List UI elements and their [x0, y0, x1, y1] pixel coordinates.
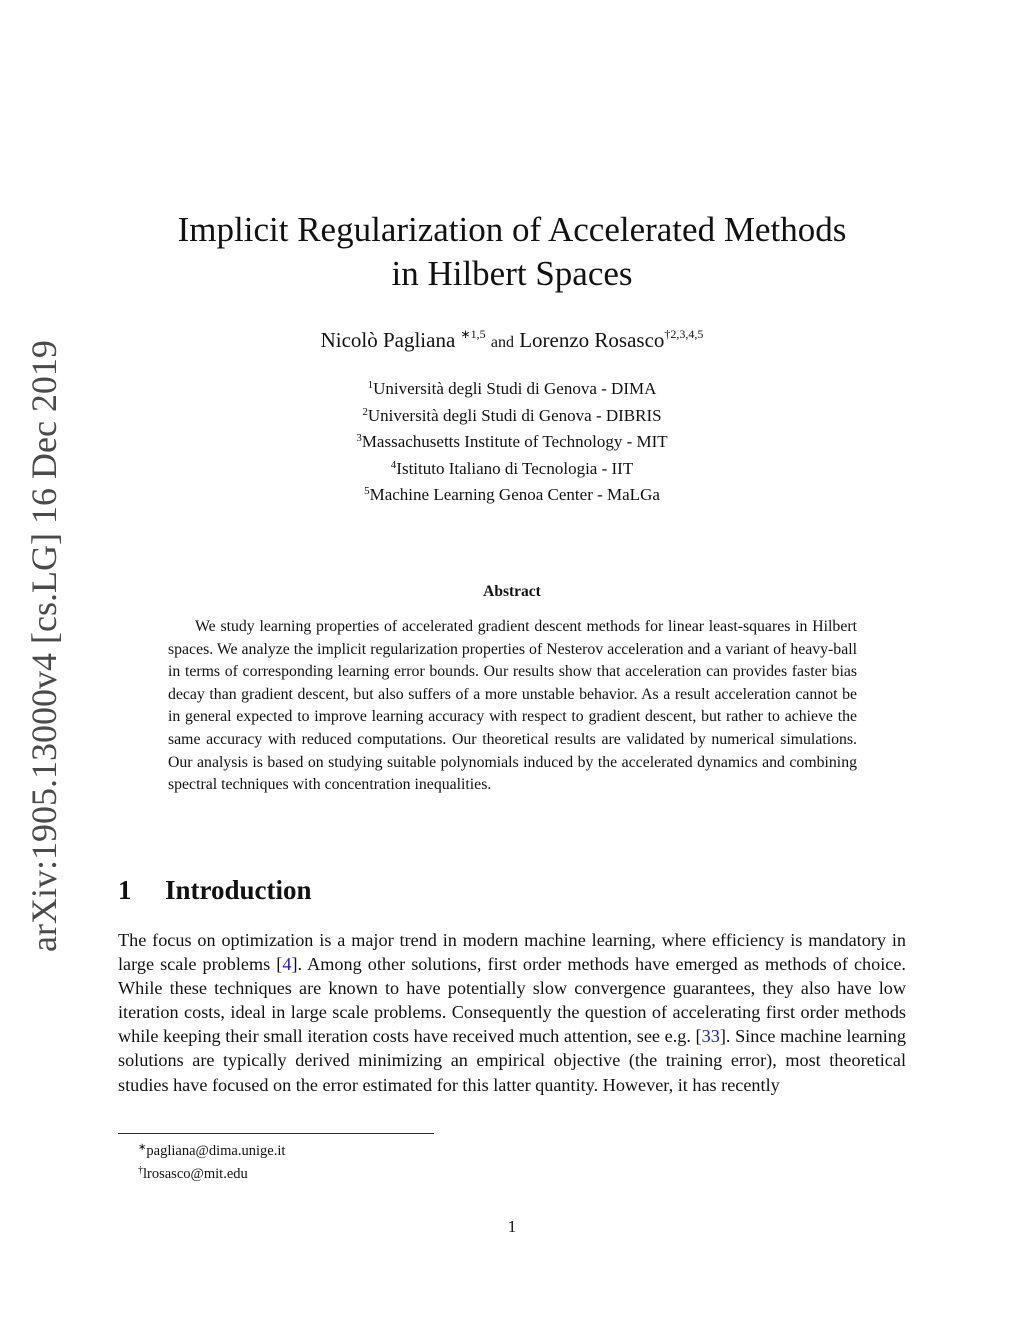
affiliation-text: Istituto Italiano di Tecnologia - IIT [396, 458, 634, 478]
footnote-mark: † [138, 1165, 143, 1176]
affiliation [100, 427, 924, 454]
section-number: 1 [118, 875, 132, 905]
affiliation-mark: 4 [390, 458, 397, 471]
author-name: Nicolò Pagliana [320, 328, 456, 352]
section-title: Introduction [165, 875, 312, 905]
author-marks: †2,3,4,5 [664, 327, 704, 341]
footnote-divider [118, 1133, 434, 1134]
affiliation-mark: 1 [367, 379, 374, 391]
section-heading [118, 875, 312, 906]
affiliation-text: Università degli Studi di Genova - DIMA [373, 379, 657, 398]
author-marks: ∗1,5 [460, 327, 486, 341]
footnote-email: lrosasco@mit.edu [143, 1166, 248, 1182]
affiliation-mark: 5 [364, 485, 370, 498]
intro-text: ]. Since machine learning solutions are typically derived minimizing an empirical objective (the training error), most theoretical studies have focused on the error estimated for this latter quantity. However, it has recently [118, 1026, 906, 1095]
abstract-text: We study learning properties of accelerated gradient descent methods for linear least-squares in Hilbert spaces. We analyze the implicit regularization properties of Nesterov acceleration and a variant of heavy-ball in terms of corresponding learning error bounds. Our results show that acceleration can provides faster bias decay than gradient descent, but also suffers of a more unstable behavior. As a result acceleration cannot be in general expected to improve learning accuracy with respect to gradient descent, but rather to achieve the same accuracy with reduced computations. Our theoretical results are validated by numerical simulations. Our analysis is based on studying suitable polynomials induced by the accelerated dynamics and combining spectral techniques with concentration inequalities. [168, 618, 857, 794]
affiliation [100, 401, 924, 428]
footnote [138, 1161, 285, 1184]
affiliation [100, 454, 924, 481]
affiliation-text: Massachusetts Institute of Technology - MIT [361, 432, 668, 452]
citation-link[interactable]: 4 [282, 954, 292, 975]
title-line-2: in Hilbert Spaces [391, 254, 633, 293]
affiliation-mark: 3 [356, 432, 362, 445]
affiliation-text: Università degli Studi di Genova - DIBRIS [367, 405, 662, 425]
affiliation [100, 480, 924, 507]
affiliation-text: Machine Learning Genoa Center - MaLGa [369, 485, 660, 505]
arxiv-identifier: arXiv:1905.13000v4 [cs.LG] 16 Dec 2019 [24, 340, 64, 952]
abstract-heading: Abstract [483, 583, 541, 600]
footnote-email: pagliana@dima.unige.it [146, 1143, 286, 1159]
author-name: Lorenzo Rosasco [519, 328, 665, 352]
affiliations [100, 374, 924, 507]
footnote-mark: ∗ [138, 1142, 147, 1153]
author-list [100, 327, 924, 353]
page-number: 1 [507, 1217, 517, 1236]
intro-paragraph [118, 928, 906, 1097]
affiliation-mark: 2 [362, 405, 368, 418]
citation-link[interactable]: 33 [701, 1026, 720, 1047]
footnote [138, 1138, 285, 1161]
intro-text: The focus on optimization is a major trend in modern machine learning, where efficiency is mandatory in large scale problems [ [118, 930, 906, 975]
footnotes [138, 1138, 285, 1184]
paper-title [100, 208, 924, 296]
title-line-1: Implicit Regularization of Accelerated Methods [177, 210, 847, 249]
affiliation [100, 374, 924, 401]
author-connector: and [490, 334, 514, 351]
intro-text: ]. Among other solutions, first order methods have emerged as methods of choice. While these techniques are known to have potentially slow convergence guarantees, they also have low iteration costs, ideal in large scale problems. Consequently the question of accelerating first order methods while keeping their small iteration costs have received much attention, see e.g. [ [118, 954, 906, 1047]
